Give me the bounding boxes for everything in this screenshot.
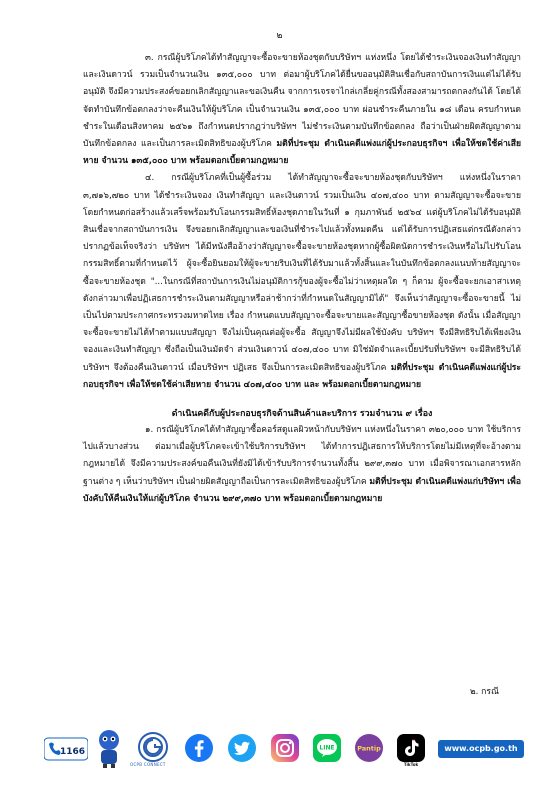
hotline-icon[interactable]: [44, 736, 88, 762]
tiktok-icon[interactable]: [396, 733, 426, 763]
section-heading: ดำเนินคดีกับผู้ประกอบธุรกิจด้านสินค้าและบริการ รวมจำนวน ๙ เรื่อง: [171, 409, 433, 420]
footer-banner: [44, 728, 524, 770]
paragraph-case-3: [83, 50, 521, 170]
pantip-icon[interactable]: [354, 733, 384, 763]
ocpb-logo-icon[interactable]: [134, 732, 172, 764]
paragraph-text: ๑. กรณีผู้บริโภคได้ทำสัญญาซื้อคอร์สดูแลผิวหน้ากับบริษัทฯ แห่งหนึ่งในราคา ๓๒๐,๐๐๐ บาท ใช้บริการไปแล้วบางส่วน ต่อมาเมื่อผู้บริโภคจะเข้าใช้บริการบริษัทฯ ได้ทำการปฏิเสธการให้บริการโดยไม่มีเหตุที่จะอ้างตามกฎหมายได้ จึงมีความประสงค์ขอคืนเงินที่ยังมิได้เข้ารับบริการจำนวนทั้งสิ้น ๒๙๙,๓๗๐ บาท เมื่อพิจารณาเอกสารหลักฐานต่าง ๆ เห็นว่าบริษัทฯ เป็นฝ่ายผิดสัญญาถือเป็นการละเมิดสิทธิของผู้บริโภค: [83, 425, 521, 487]
tiktok-label: TikTok: [403, 762, 419, 767]
paragraph-text: ๓. กรณีผู้บริโภคได้ทำสัญญาจะซื้อจะขายห้องชุดกับบริษัทฯ แห่งหนึ่ง โดยได้ชำระเงินจองเงินทำสัญญา และเงินดาวน์ รวมเป็นจำนวนเงิน ๑๓๕,๐๐๐ บาท ต่อมาผู้บริโภคได้ยื่นขออนุมัติสินเชื่อกับสถาบันการเงินแต่ไม่ได้รับอนุมัติ จึงมีความประสงค์ขอยกเลิกสัญญาและขอเงินคืน จากการเจรจาไกล่เกลี่ยคู่กรณีทั้งสองสามารถตกลงกันได้ โดยได้จัดทำบันทึกข้อตกลงว่าจะคืนเงินให้ผู้บริโภค เป็นจำนวนเงิน ๑๓๕,๐๐๐ บาท ผ่อนชำระคืนภายใน ๑๘ เดือน ครบกำหนดชำระในเดือนสิงหาคม ๒๕๖๑ ถึงกำหนดปรากฏว่าบริษัทฯ ไม่ชำระเงินตามบันทึกข้อตกลง ถือว่าเป็นฝ่ายผิดสัญญาตามบันทึกข้อตกลง และเป็นการละเมิดสิทธิของผู้บริโภค: [83, 53, 521, 150]
svg-text:LINE: LINE: [319, 744, 335, 752]
paragraph-section-case-1: [83, 422, 521, 508]
paragraph-text: ๔. กรณีผู้บริโภคที่เป็นผู้ซื้อร่วม ได้ทำสัญญาจะซื้อจะขายห้องชุดกับบริษัทฯ แห่งหนึ่งในราคา ๓,๗๑๖,๗๒๐ บาท ได้ชำระเงินจอง เงินทำสัญญา และเงินดาวน์ รวมเป็นเงิน ๔๐๗,๔๐๐ บาท ตามสัญญาจะซื้อจะขาย โดยกำหนดก่อสร้างแล้วเสร็จพร้อมรับโอนกรรมสิทธิ์ห้องชุดภายในวันที่ ๑ กุมภาพันธ์ ๒๕๖๔ แต่ผู้บริโภคไม่ได้รับอนุมัติสินเชื่อจากสถาบันการเงิน จึงขอยกเลิกสัญญาและขอเงินที่ชำระไปแล้วทั้งหมดคืน แต่ได้รับการปฏิเสธแต่กรณีดังกล่าวปรากฏข้อเท็จจริงว่า บริษัทฯ ได้มีหนังสืออ้างว่าสัญญาจะซื้อจะขายห้องชุดหากผู้ซื้อผิดนัดการชำระเงินหรือไม่ไปรับโอนกรรมสิทธิ์ตามที่กำหนดไว้ ผู้จะซื้อยินยอมให้ผู้จะขายริบเงินที่ได้รับมาแล้วทั้งสิ้นและในบันทึกข้อตกลงแนบท้ายสัญญาจะซื้อจะขายห้องชุด "...ในกรณีที่สถาบันการเงินไม่อนุมัติการกู้ของผู้จะซื้อไม่ว่าเหตุผลใด ๆ ก็ตาม ผู้จะซื้อจะยกเอาสาเหตุดังกล่าวมาเพื่อปฏิเสธการชำระเงินตามสัญญาหรือล่าช้ากว่าที่กำหนดในสัญญามิได้" จึงเห็นว่าสัญญาจะซื้อจะขายนี้ ไม่เป็นไปตามประกาศกระทรวงมหาดไทย เรื่อง กำหนดแบบสัญญาจะซื้อจะขายและสัญญาซื้อขายห้องชุด ดังนั้น เมื่อสัญญาจะซื้อจะขายไม่ได้ทำตามแบบสัญญา จึงไม่เป็นคุณต่อผู้จะซื้อ สัญญาจึงไม่มีผลใช้บังคับ บริษัทฯ จึงมีสิทธิริบได้เพียงเงินจองและเงินทำสัญญา ซึ่งถือเป็นเงินมัดจำ ส่วนเงินดาวน์ ๔๐๗,๔๐๐ บาท มิใช่มัดจำและเบี้ยปรับที่บริษัทฯ จะมีสิทธิริบได้ บริษัทฯ จึงต้องคืนเงินดาวน์ เมื่อบริษัทฯ ปฏิเสธ จึงเป็นการละเมิดสิทธิของผู้บริโภค: [83, 173, 521, 373]
document-body: [83, 50, 521, 508]
continuation-reference: ๒. กรณี: [470, 687, 499, 697]
paragraph-case-4: [83, 170, 521, 394]
page-number: ๒: [276, 31, 283, 41]
line-icon[interactable]: [312, 733, 342, 763]
hotline-number: 1166: [60, 747, 86, 757]
pantip-label: Pantip: [357, 744, 381, 753]
twitter-icon[interactable]: [227, 733, 257, 763]
resolution-text: มติที่ประชุม ดำเนินคดีแพ่งแก่ผู้ประกอบธุรกิจฯ เพื่อให้ชดใช้ค่าเสียหาย จำนวน ๑๓๕,๐๐๐ บาท พร้อมดอกเบี้ยตามกฎหมาย: [83, 139, 521, 167]
resolution-text: มติที่ประชุม ดำเนินคดีแพ่งแก่บริษัทฯ เพื่อบังคับให้คืนเงินให้แก่ผู้บริโภค จำนวน ๒๙๙,๓๗๐ บาท พร้อมดอกเบี้ยตามกฎหมาย: [83, 476, 521, 504]
mascot-icon: [94, 728, 124, 768]
ocpb-connect-label: OCPB CONNECT: [130, 762, 166, 767]
facebook-icon[interactable]: [184, 733, 214, 763]
resolution-text: มติที่ประชุม ดำเนินคดีแพ่งแก่ผู้ประกอบธุรกิจฯ เพื่อให้ชดใช้ค่าเสียหาย จำนวน ๔๐๗,๔๐๐ บาท และ พร้อมดอกเบี้ยตามกฎหมาย: [83, 362, 522, 390]
instagram-icon[interactable]: [270, 733, 300, 763]
website-link[interactable]: www.ocpb.go.th: [438, 740, 524, 758]
